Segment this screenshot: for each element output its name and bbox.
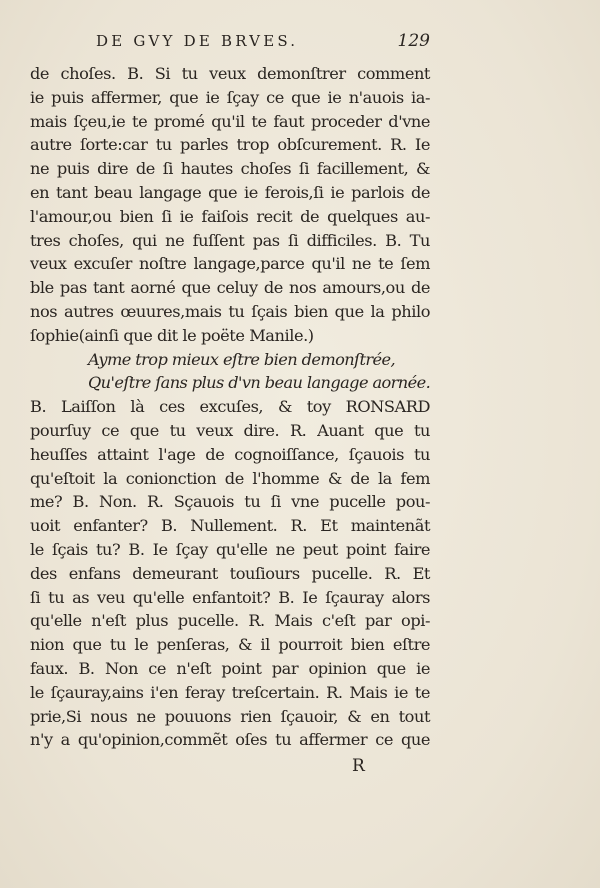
text-line: nion que tu le penſeras, & il pourroit bien eſtre	[30, 635, 430, 655]
text-line: uoit enfanter? B. Nullement. R. Et maintenãt	[30, 516, 430, 536]
text-line: faux. B. Non ce n'eſt point par opinion que ie	[30, 658, 430, 678]
text-line: ie puis affermer, que ie ſçay ce que ie n'auois ia-	[30, 87, 430, 107]
catchword: R	[352, 756, 365, 776]
text-line: pourſuy ce que tu veux dire. R. Auant que tu	[30, 420, 430, 440]
page-number: 129	[397, 31, 430, 51]
text-line: ble pas tant aorné que celuy de nos amours,ou de	[30, 278, 430, 298]
text-line: des enfans demeurant touſiours pucelle. R. Et	[30, 563, 430, 583]
text-line: autre ſorte:car tu parles trop obſcurement. R. Ie	[30, 135, 430, 155]
running-head: DE GVY DE BRVES.	[96, 32, 299, 50]
text-line: mais ſçeu,ie te promé qu'il te faut proceder d'vne	[30, 111, 430, 131]
text-line: veux excuſer noſtre langage,parce qu'il ne te ſem	[30, 254, 430, 274]
text-line: tres choſes, qui ne fuſſent pas ſi difficiles. B. Tu	[30, 230, 430, 250]
text-line: le ſçais tu? B. Ie ſçay qu'elle ne peut point faire	[30, 539, 430, 559]
body-text	[30, 62, 430, 752]
text-line: prie,Si nous ne pouuons rien ſçauoir, & en tout	[30, 706, 430, 726]
text-line: ne puis dire de ſi hautes choſes ſi facillement, &	[30, 159, 430, 179]
text-line: B. Laiſſon là ces excuſes, & toy RONSARD	[30, 397, 430, 417]
text-line: de choſes. B. Si tu veux demonſtrer comment	[30, 64, 430, 83]
verse-line: Qu'eſtre ſans plus d'vn beau langage aornée.	[88, 373, 431, 393]
text-line: n'y a qu'opinion,commẽt oſes tu affermer ce que	[30, 730, 430, 750]
text-line: me? B. Non. R. Sçauois tu ſi vne pucelle pou-	[30, 492, 430, 512]
text-line: heuſſes attaint l'age de cognoiſſance, ſçauois tu	[30, 444, 430, 464]
verse-line: Ayme trop mieux eſtre bien demonſtrée,	[88, 349, 395, 369]
text-line: en tant beau langage que ie ferois,ſi ie parlois de	[30, 182, 430, 202]
text-line: nos autres œuures,mais tu ſçais bien que la philo	[30, 301, 430, 321]
text-line: le ſçauray,ains i'en feray treſcertain. R. Mais ie te	[30, 682, 430, 702]
text-line: ſophie(ainſi que dit le poëte Manile.)	[30, 325, 314, 345]
text-line: ſi tu as veu qu'elle enfantoit? B. Ie ſçauray alors	[30, 587, 430, 607]
text-line: qu'elle n'eſt plus pucelle. R. Mais c'eſt par opi-	[30, 611, 430, 631]
text-line: qu'eſtoit la conionction de l'homme & de la fem	[30, 468, 430, 488]
text-line: l'amour,ou bien ſi ie faiſois recit de quelques au-	[30, 206, 430, 226]
